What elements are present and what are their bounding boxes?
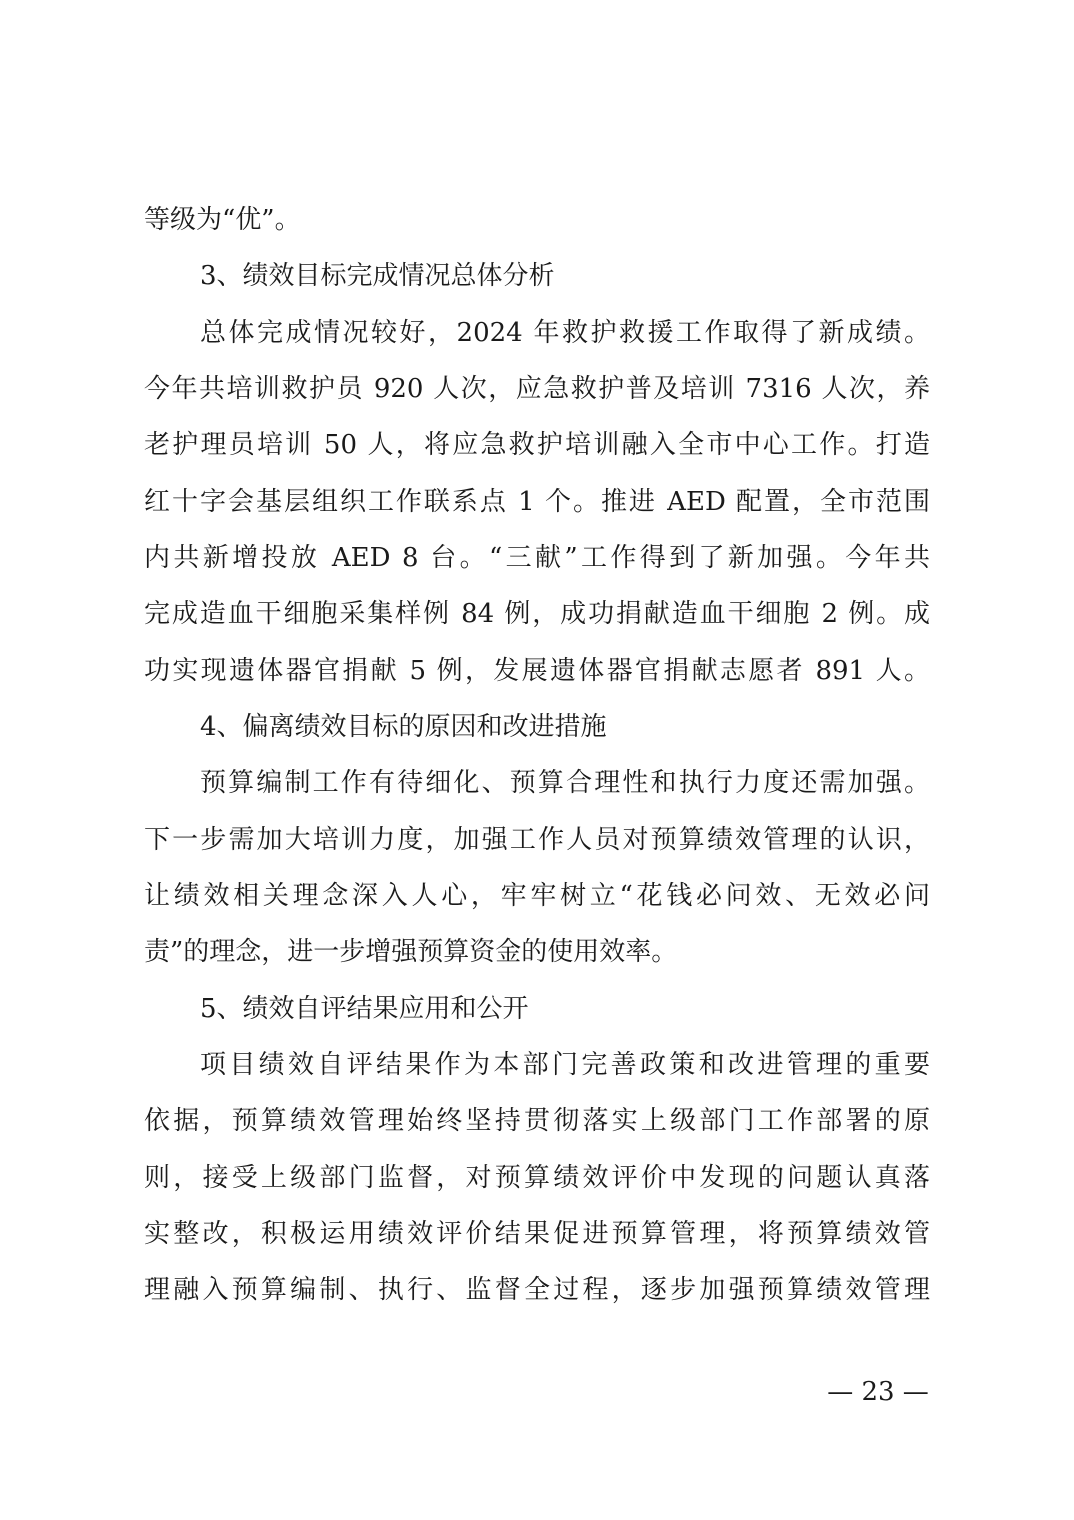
paragraph-line: 预算编制工作有待细化、预算合理性和执行力度还需加强。	[200, 768, 930, 798]
paragraph-line: 完成造血干细胞采集样例 84 例，成功捐献造血干细胞 2 例。成	[144, 599, 930, 629]
paragraph-line: 老护理员培训 50 人，将应急救护培训融入全市中心工作。打造	[144, 430, 930, 460]
paragraph-line: 功实现遗体器官捐献 5 例，发展遗体器官捐献志愿者 891 人。	[144, 656, 930, 686]
paragraph-line: 责”的理念，进一步增强预算资金的使用效率。	[144, 937, 678, 967]
paragraph-line: 项目绩效自评结果作为本部门完善政策和改进管理的重要	[200, 1050, 930, 1080]
paragraph-line: 让绩效相关理念深入人心，牢牢树立“花钱必问效、无效必问	[144, 881, 930, 911]
paragraph-line: 实整改，积极运用绩效评价结果促进预算管理，将预算绩效管	[144, 1219, 930, 1249]
paragraph-line: 今年共培训救护员 920 人次，应急救护普及培训 7316 人次，养	[144, 374, 930, 404]
paragraph-line: 依据，预算绩效管理始终坚持贯彻落实上级部门工作部署的原	[144, 1106, 930, 1136]
page-number: — 23 —	[827, 1377, 929, 1407]
paragraph-line: 等级为“优”。	[144, 205, 301, 235]
paragraph-line: 下一步需加大培训力度，加强工作人员对预算绩效管理的认识，	[144, 825, 930, 855]
paragraph-line: 总体完成情况较好，2024 年救护救援工作取得了新成绩。	[200, 318, 930, 348]
paragraph-line: 内共新增投放 AED 8 台。“三献”工作得到了新加强。今年共	[144, 543, 930, 573]
section-heading: 5、绩效自评结果应用和公开	[200, 994, 529, 1024]
section-heading: 3、绩效目标完成情况总体分析	[200, 261, 555, 291]
paragraph-line: 红十字会基层组织工作联系点 1 个。推进 AED 配置，全市范围	[144, 487, 930, 517]
paragraph-line: 理融入预算编制、执行、监督全过程，逐步加强预算绩效管理	[144, 1275, 930, 1305]
paragraph-line: 则，接受上级部门监督，对预算绩效评价中发现的问题认真落	[144, 1163, 930, 1193]
section-heading: 4、偏离绩效目标的原因和改进措施	[200, 712, 607, 742]
